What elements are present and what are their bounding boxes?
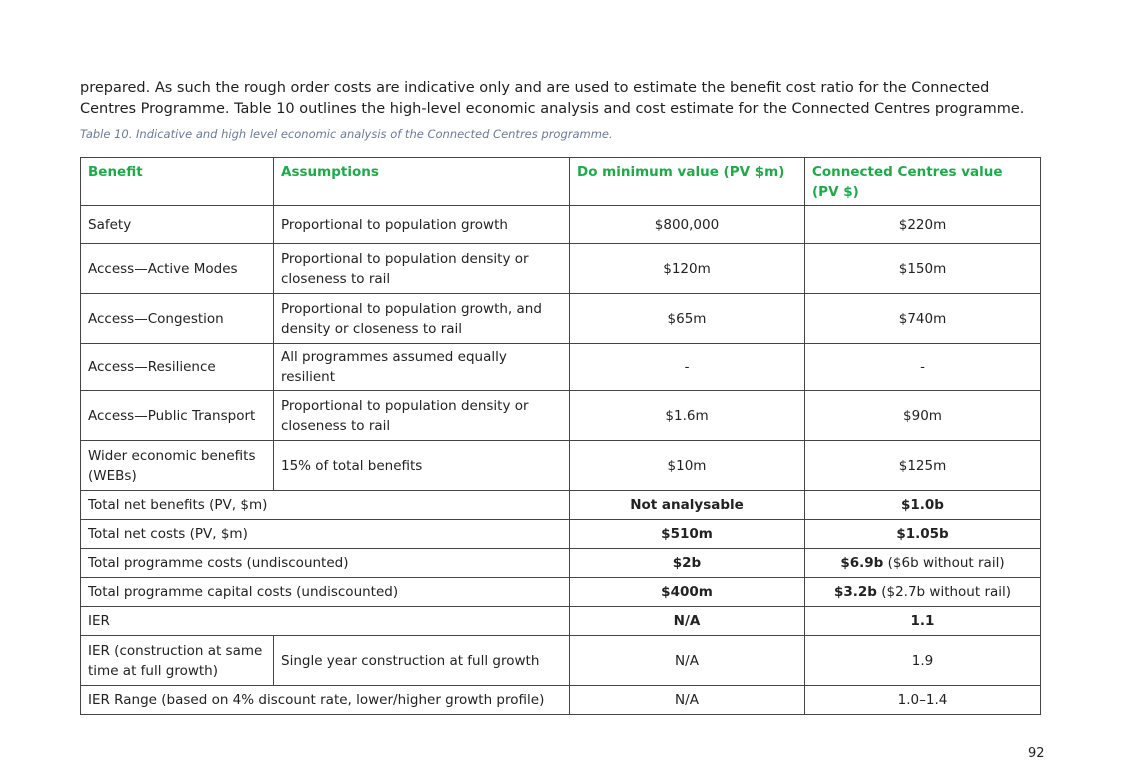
table-row bbox=[81, 206, 1041, 244]
do-min-cell: Not analysable bbox=[570, 491, 805, 520]
economic-analysis-table bbox=[80, 157, 1041, 715]
cc-value-cell: $150m bbox=[805, 244, 1041, 294]
header-do-minimum: Do minimum value (PV $m) bbox=[570, 158, 805, 206]
do-min-cell: N/A bbox=[570, 607, 805, 636]
assumption-cell: Proportional to population growth, and density or closeness to rail bbox=[274, 294, 570, 344]
table-row bbox=[81, 294, 1041, 344]
table-row bbox=[81, 578, 1041, 607]
table-row bbox=[81, 520, 1041, 549]
cc-value-cell: 1.9 bbox=[805, 636, 1041, 686]
do-min-cell: $400m bbox=[570, 578, 805, 607]
benefit-cell: Wider economic benefits (WEBs) bbox=[81, 441, 274, 491]
cc-value-cell: $740m bbox=[805, 294, 1041, 344]
do-min-cell: - bbox=[570, 344, 805, 391]
table-row bbox=[81, 686, 1041, 715]
ier-range-label: IER Range (based on 4% discount rate, lower/higher growth profile) bbox=[81, 686, 570, 715]
ier-construction-label: IER (construction at same time at full growth) bbox=[81, 636, 274, 686]
total-programme-costs-label: Total programme costs (undiscounted) bbox=[81, 549, 570, 578]
benefit-cell: Access—Resilience bbox=[81, 344, 274, 391]
header-benefit: Benefit bbox=[81, 158, 274, 206]
cc-value-cell: $1.0b bbox=[805, 491, 1041, 520]
benefit-cell: Safety bbox=[81, 206, 274, 244]
cc-value-cell: 1.0–1.4 bbox=[805, 686, 1041, 715]
cc-value-note: ($2.7b without rail) bbox=[881, 584, 1012, 600]
cc-value-cell: - bbox=[805, 344, 1041, 391]
cc-value-cell: 1.1 bbox=[805, 607, 1041, 636]
header-assumptions: Assumptions bbox=[274, 158, 570, 206]
header-connected-centres: Connected Centres value (PV $) bbox=[805, 158, 1041, 206]
cc-value-bold: $6.9b bbox=[840, 555, 884, 571]
do-min-cell: N/A bbox=[570, 686, 805, 715]
assumption-cell: Proportional to population density or closeness to rail bbox=[274, 244, 570, 294]
do-min-cell: $2b bbox=[570, 549, 805, 578]
table-row bbox=[81, 441, 1041, 491]
assumption-cell: Proportional to population density or closeness to rail bbox=[274, 391, 570, 441]
table-header-row bbox=[81, 158, 1041, 206]
total-net-costs-label: Total net costs (PV, $m) bbox=[81, 520, 570, 549]
table-row bbox=[81, 607, 1041, 636]
ier-label: IER bbox=[81, 607, 570, 636]
table-caption: Table 10. Indicative and high level economic analysis of the Connected Centres programme. bbox=[80, 127, 613, 141]
assumption-cell: Proportional to population growth bbox=[274, 206, 570, 244]
table-row bbox=[81, 491, 1041, 520]
do-min-cell: $10m bbox=[570, 441, 805, 491]
cc-value-cell: $125m bbox=[805, 441, 1041, 491]
page-number: 92 bbox=[1028, 746, 1045, 761]
table-row bbox=[81, 636, 1041, 686]
cc-value-cell: $1.05b bbox=[805, 520, 1041, 549]
benefit-cell: Access—Active Modes bbox=[81, 244, 274, 294]
cc-value-bold: $3.2b bbox=[833, 584, 877, 600]
cc-value-cell bbox=[805, 549, 1041, 578]
cc-value-cell: $90m bbox=[805, 391, 1041, 441]
table-row bbox=[81, 391, 1041, 441]
total-capital-costs-label: Total programme capital costs (undiscounted) bbox=[81, 578, 570, 607]
table-row bbox=[81, 344, 1041, 391]
table-row bbox=[81, 549, 1041, 578]
do-min-cell: $800,000 bbox=[570, 206, 805, 244]
do-min-cell: $1.6m bbox=[570, 391, 805, 441]
assumption-cell: Single year construction at full growth bbox=[274, 636, 570, 686]
do-min-cell: $65m bbox=[570, 294, 805, 344]
table-row bbox=[81, 244, 1041, 294]
benefit-cell: Access—Public Transport bbox=[81, 391, 274, 441]
assumption-cell: All programmes assumed equally resilient bbox=[274, 344, 570, 391]
total-net-benefits-label: Total net benefits (PV, $m) bbox=[81, 491, 570, 520]
intro-paragraph: prepared. As such the rough order costs are indicative only and are used to estimate the benefit cost ratio for the Connected Centres Programme. Table 10 outlines the high-level economic analysis and cost estimate for the Connected Centres programme. bbox=[80, 80, 1025, 117]
cc-value-cell: $220m bbox=[805, 206, 1041, 244]
assumption-cell: 15% of total benefits bbox=[274, 441, 570, 491]
cc-value-cell bbox=[805, 578, 1041, 607]
do-min-cell: $510m bbox=[570, 520, 805, 549]
do-min-cell: $120m bbox=[570, 244, 805, 294]
do-min-cell: N/A bbox=[570, 636, 805, 686]
cc-value-note: ($6b without rail) bbox=[887, 555, 1005, 571]
benefit-cell: Access—Congestion bbox=[81, 294, 274, 344]
